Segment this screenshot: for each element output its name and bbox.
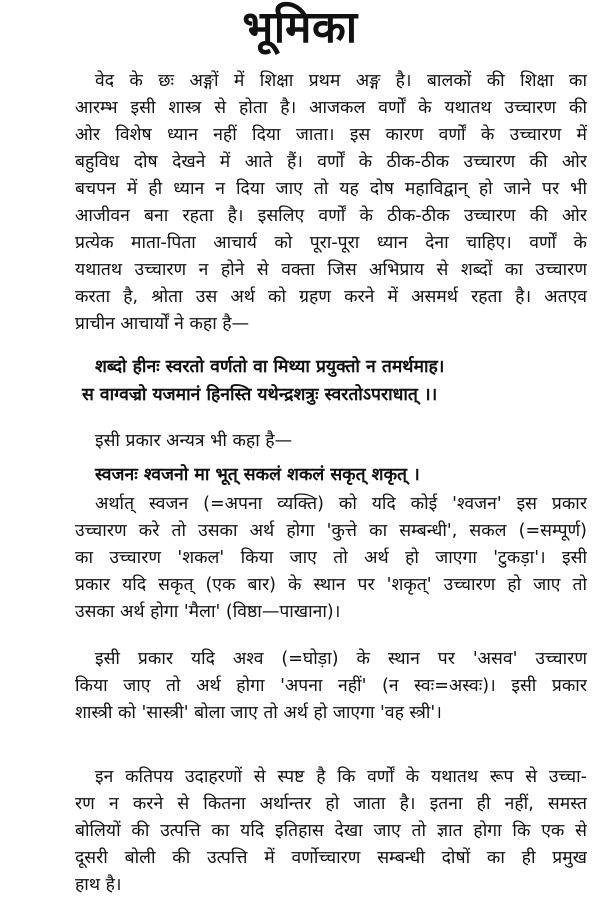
paragraph-5-line-3: बोलियों की उत्पत्ति का यदि इतिहास देखा जाए तो ज्ञात होगा कि एक से bbox=[75, 821, 587, 841]
paragraph-1-line-1: वेद के छः अङ्गों में शिक्षा प्रथम अङ्ग है। बालकों की शिक्षा का bbox=[95, 71, 587, 91]
paragraph-4-line-3: शास्त्री को 'सास्त्री' बोला जाए तो अर्थ हो जाएगा 'वह स्त्री'। bbox=[75, 703, 442, 723]
verse-1-line-2: स वाग्वज्रो यजमानं हिनस्ति यथेन्द्रशत्रुः स्वरतोऽपराधात् ।। bbox=[82, 385, 438, 405]
paragraph-4-line-1: इसी प्रकार यदि अश्व (=घोड़ा) के स्थान पर 'असव' उच्चारण bbox=[95, 649, 587, 669]
paragraph-1-line-8: यथातथ उच्चारण न होने से वक्ता जिस अभिप्राय से शब्दों का उच्चारण bbox=[75, 260, 587, 280]
verse-1-line-1: शब्दो हीनः स्वरतो वर्णतो वा मिथ्या प्रयुक्तो न तमर्थमाह। bbox=[95, 357, 445, 377]
paragraph-1-line-6: आजीवन बना रहता है। इसलिए वर्णों के ठीक-ठीक उच्चारण की ओर bbox=[75, 206, 587, 226]
paragraph-1-line-7: प्रत्येक माता-पिता आचार्य को पूरा-पूरा ध्यान देना चाहिए। वर्णों के bbox=[75, 233, 587, 253]
paragraph-3-line-5: उसका अर्थ होगा 'मैला' (विष्ठा—पाखाना)। bbox=[75, 602, 341, 622]
paragraph-5-line-1: इन कतिपय उदाहरणों से स्पष्ट है कि वर्णों के यथातथ रूप से उच्चा- bbox=[95, 767, 587, 787]
paragraph-1-line-3: ओर विशेष ध्यान नहीं दिया जाता। इस कारण वर्णों के उच्चारण में bbox=[75, 125, 587, 145]
paragraph-2-intro: इसी प्रकार अन्यत्र भी कहा है— bbox=[95, 431, 293, 451]
paragraph-5-line-2: रण न करने से कितना अर्थान्तर हो जाता है। इतना ही नहीं, समस्त bbox=[75, 794, 587, 814]
paragraph-3-line-1: अर्थात् स्वजन (=अपना व्यक्ति) को यदि कोई 'श्वजन' इस प्रकार bbox=[95, 494, 587, 514]
paragraph-3-line-3: का उच्चारण 'शकल' किया जाए तो अर्थ हो जाएगा 'टुकड़ा'। इसी bbox=[75, 548, 587, 568]
paragraph-3-line-2: उच्चारण करे तो उसका अर्थ होगा 'कुत्ते का सम्बन्धी', सकल (=सम्पूर्ण) bbox=[75, 521, 587, 541]
paragraph-5-line-4: दूसरी बोली की उत्पत्ति में वर्णोच्चारण सम्बन्धी दोषों का ही प्रमुख bbox=[75, 848, 587, 868]
paragraph-1-line-4: बहुविध दोष देखने में आते हैं। वर्णों के ठीक-ठीक उच्चारण की ओर bbox=[75, 152, 587, 172]
paragraph-1-line-9: करता है, श्रोता उस अर्थ को ग्रहण करने में असमर्थ रहता है। अतएव bbox=[75, 287, 587, 307]
paragraph-3-line-4: प्रकार यदि सकृत् (एक बार) के स्थान पर 'शकृत्' उच्चारण हो जाए तो bbox=[75, 575, 587, 595]
paragraph-1-line-2: आरम्भ इसी शास्त्र से होता है। आजकल वर्णों के यथातथ उच्चारण की bbox=[75, 98, 587, 118]
paragraph-1-line-10: प्राचीन आचार्यों ने कहा है— bbox=[75, 314, 250, 334]
paragraph-1-line-5: बचपन में ही ध्यान न दिया जाए तो यह दोष महाविद्वान् हो जाने पर भी bbox=[75, 179, 587, 199]
page-title: भूमिका bbox=[242, 2, 358, 53]
paragraph-5-line-5: हाथ है। bbox=[75, 875, 122, 895]
verse-2: स्वजनः श्वजनो मा भूत् सकलं शकलं सकृत् शकृत् । bbox=[95, 465, 420, 485]
paragraph-4-line-2: किया जाए तो अर्थ होगा 'अपना नहीं' (न स्वः=अस्वः)। इसी प्रकार bbox=[75, 676, 587, 696]
